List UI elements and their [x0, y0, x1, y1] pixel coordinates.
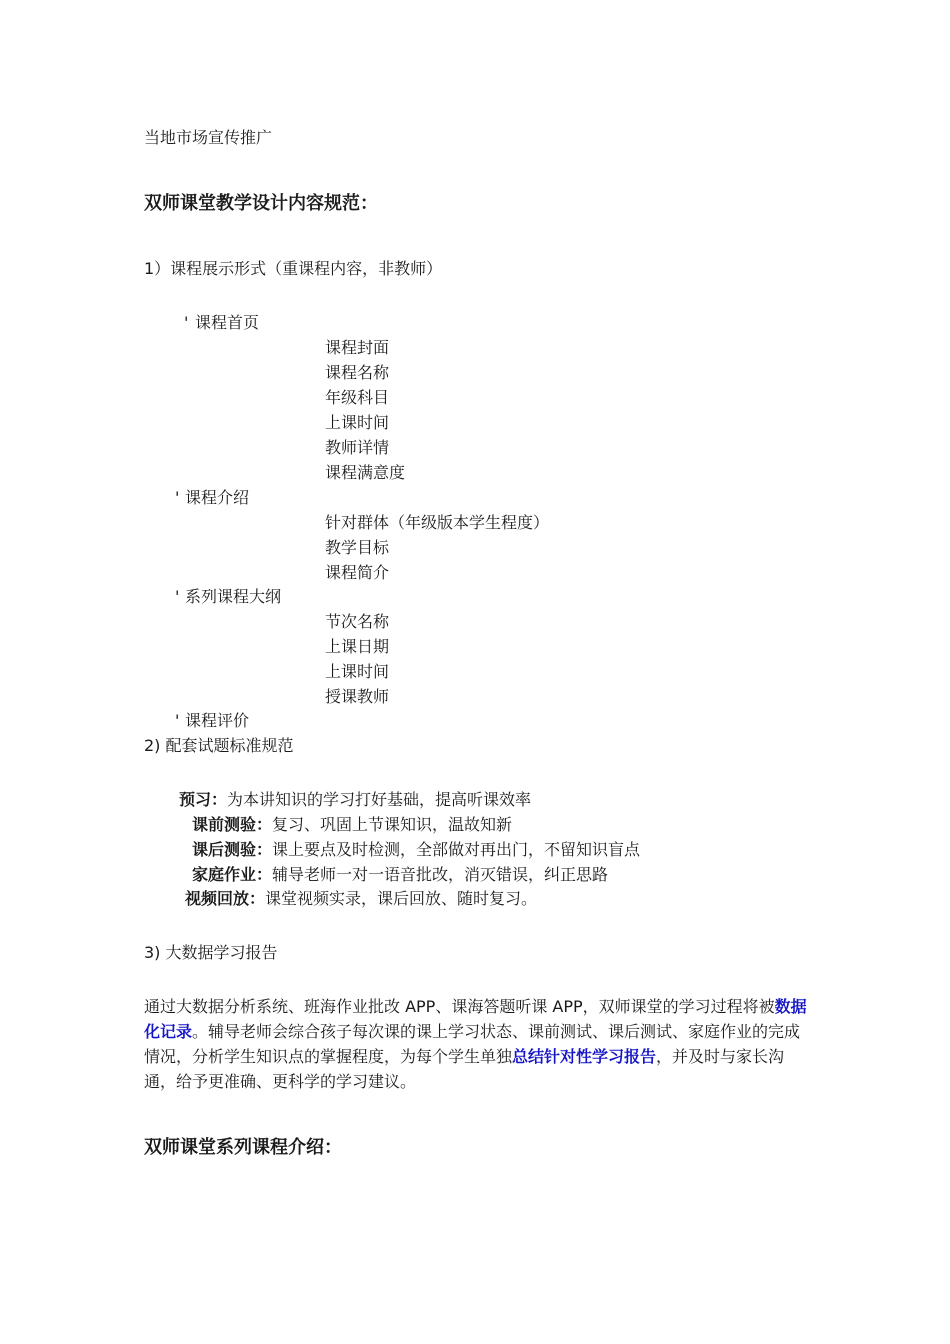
- exercise-label: 视频回放：: [185, 889, 266, 908]
- list-item: 上课日期: [325, 637, 390, 656]
- list-item: 教师详情: [325, 438, 390, 457]
- list-item: 年级科目: [325, 388, 390, 407]
- group-title-intro: 课程介绍: [185, 488, 250, 507]
- exercise-row-preview: [179, 790, 531, 810]
- paragraph-text: 通过大数据分析系统、班海作业批改 APP、课海答题听课 APP，双师课堂的学习过程将被: [144, 997, 775, 1016]
- exercise-text: 课上要点及时检测，全部做对再出门，不留知识盲点: [272, 840, 641, 859]
- bullet-marker: ': [184, 313, 189, 332]
- exercise-text: 复习、巩固上节课知识，温故知新: [272, 815, 513, 834]
- paragraph-text: ，并及时与家长沟通，给予更准确、更科学的学习建议。: [144, 1047, 785, 1091]
- exercise-label: 预习：: [179, 790, 228, 809]
- exercise-label: 课前测验：: [192, 815, 273, 834]
- list-item: 课程封面: [325, 338, 390, 357]
- exercise-text: 辅导老师一对一语音批改，消灭错误，纠正思路: [272, 865, 609, 884]
- intro-line: 当地市场宣传推广: [144, 128, 273, 147]
- exercise-text: 为本讲知识的学习打好基础，提高听课效率: [227, 790, 532, 809]
- list-item: 针对群体（年级版本学生程度）: [325, 513, 550, 532]
- bullet-marker: ': [175, 587, 180, 606]
- list-item: 教学目标: [325, 538, 390, 557]
- highlight-data-record: 数据化记录: [144, 997, 807, 1041]
- section-3-title: 3) 大数据学习报告: [144, 943, 278, 962]
- list-item: 节次名称: [325, 612, 390, 631]
- data-report-paragraph: [144, 994, 809, 1094]
- section-1-title: 1）课程展示形式（重课程内容，非教师）: [144, 259, 443, 278]
- section-heading-series-intro: 双师课堂系列课程介绍：: [144, 1137, 342, 1158]
- exercise-row-pretest: [192, 815, 512, 835]
- exercise-row-homework: [192, 865, 608, 885]
- group-title-outline: 系列课程大纲: [185, 587, 282, 606]
- list-item: 课程名称: [325, 363, 390, 382]
- bullet-marker: ': [175, 711, 180, 730]
- highlight-learning-report: 总结针对性学习报告: [512, 1047, 657, 1066]
- list-item: 课程简介: [325, 563, 390, 582]
- bullet-marker: ': [175, 488, 180, 507]
- exercise-text: 课堂视频实录，课后回放、随时复习。: [265, 889, 538, 908]
- group-title-homepage: 课程首页: [195, 313, 260, 332]
- paragraph-text: 。辅导老师会综合孩子每次课的课上学习状态、课前测试、课后测试、家庭作业的完成情况，分析学生知识点的掌握程度，为每个学生单独: [144, 1022, 801, 1066]
- exercise-row-replay: [185, 889, 537, 909]
- list-item: 上课时间: [325, 662, 390, 681]
- group-title-evaluation: 课程评价: [185, 711, 250, 730]
- section-2-title: 2) 配套试题标准规范: [144, 736, 294, 755]
- exercise-row-posttest: [192, 840, 640, 860]
- list-item: 授课教师: [325, 687, 390, 706]
- section-heading-design-spec: 双师课堂教学设计内容规范：: [144, 193, 378, 214]
- list-item: 上课时间: [325, 413, 390, 432]
- exercise-label: 家庭作业：: [192, 865, 273, 884]
- list-item: 课程满意度: [325, 463, 406, 482]
- exercise-label: 课后测验：: [192, 840, 273, 859]
